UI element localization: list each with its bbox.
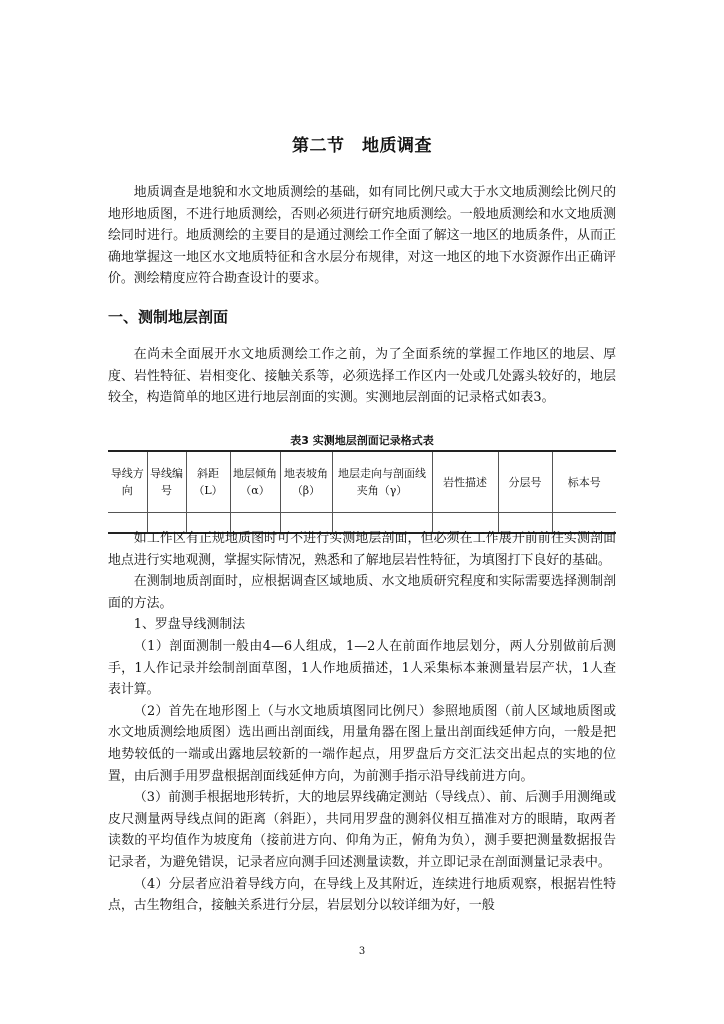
table-caption: 表3 实测地层剖面记录格式表	[290, 434, 434, 447]
page-number: 3	[358, 946, 366, 957]
method-subheading: 1、罗盘导线测制法	[133, 617, 246, 633]
pre-table-paragraph: 在尚未全面展开水文地质测绘工作之前，为了全面系统的掌握工作地区的地层、厚度、岩性特征、岩相变化、接触关系等，必须选择工作区内一处或几处露头较好的，地层较全，构造简单的地区进行地层剖面的实测。实测地层剖面的记录格式如表3。	[108, 347, 616, 406]
table-header-cell: 地层走向与剖面线夹角（γ）	[332, 451, 432, 513]
section-record-table	[108, 450, 616, 534]
table-header-cell: 分层号	[498, 451, 552, 513]
table-header-cell: 地表坡角（β）	[280, 451, 332, 513]
table-header-cell: 标本号	[552, 451, 616, 513]
post-table-paragraph: 如工作区有正规地质图时可不进行实测地层剖面，但必须在工作展开前前往实测剖面地点进行实地观测，掌握实际情况，熟悉和了解地层岩性特征，为填图打下良好的基础。	[108, 531, 616, 568]
intro-paragraph: 地质调查是地貌和水文地质测绘的基础，如有同比例尺或大于水文地质测绘比例尺的地形地质图，不进行地质测绘，否则必须进行研究地质测绘。一般地质测绘和水文地质测绘同时进行。地质测绘的主要目的是通过测绘工作全面了解这一地区的地质条件，从而正确地掌握这一地区水文地质特征和含水层分布规律，对这一地区的地下水资源作出正确评价。测绘精度应符合勘查设计的要求。	[108, 185, 616, 287]
post-table-paragraph: 在测制地质剖面时，应根据调查区域地质、水文地质研究程度和实际需要选择测制剖面的方法。	[108, 574, 616, 611]
numbered-item: （2）首先在地形图上（与水文地质填图同比例尺）参照地质图（前人区域地质图或水文地质测绘地质图）选出画出剖面线，用量角器在图上量出剖面线延伸方向，一般是把地势较低的一端或出露地层较新的一端作起点，用罗盘后方交汇法交出起点的实地的位置，由后测手用罗盘根据剖面线延伸方向，为前测手指示沿导线前进方向。	[108, 703, 616, 784]
table-header-cell: 导线编号	[147, 451, 186, 513]
table-header-cell: 岩性描述	[432, 451, 498, 513]
table-header-cell: 地层倾角（α）	[230, 451, 280, 513]
table-header-row	[108, 451, 616, 513]
numbered-item: （1）剖面测制一般由4—6人组成，1—2人在前面作地层划分，两人分别做前后测手，1人作记录并绘制剖面草图，1人作地质描述，1人采集标本兼测量岩层产状，1人查表计算。	[108, 638, 616, 698]
numbered-item: （4）分层者应沿着导线方向，在导线上及其附近，连续进行地质观察，根据岩性特点，古生物组合，接触关系进行分层，岩层划分以较详细为好，一般	[108, 876, 616, 914]
section-title: 第二节 地质调查	[292, 136, 432, 156]
table-header-cell: 斜距（L）	[186, 451, 230, 513]
numbered-item: （3）前测手根据地形转折，大的地层界线确定测站（导线点）、前、后测手用测绳或皮尺测量两导线点间的距离（斜距），共同用罗盘的测斜仪相互描准对方的眼睛，取两者读数的平均值作为坡度角（接前进方向、仰角为正，俯角为负），测手要把测量数据报告记录者，为避免错误，记录者应向测手回述测量读数，并立即记录在剖面测量记录表中。	[108, 790, 616, 870]
pre-table-paragraph-block	[108, 344, 616, 409]
post-table-text-block	[108, 528, 616, 917]
heading-measure-strata-section: 一、测制地层剖面	[108, 308, 229, 326]
intro-paragraph-block	[108, 182, 616, 290]
table-header-cell: 导线方向	[108, 451, 147, 513]
